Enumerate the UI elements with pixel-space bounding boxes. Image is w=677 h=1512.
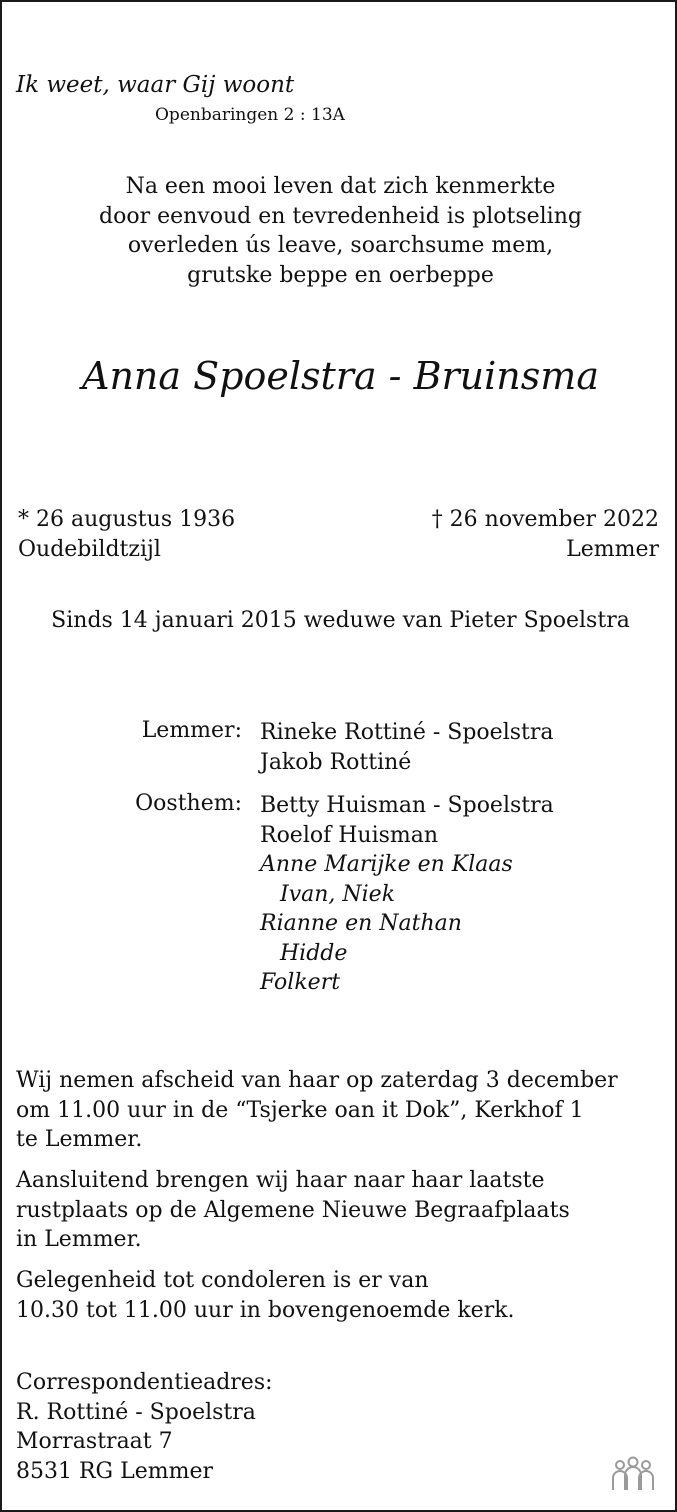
family-member: Roelof Huisman <box>260 822 439 848</box>
deceased-name: Anna Spoelstra - Bruinsma <box>82 354 599 398</box>
paragraph-line: Wij nemen afscheid van haar op zaterdag 3 december <box>16 1068 618 1093</box>
paragraph-line: rustplaats op de Algemene Nieuwe Begraafplaats <box>16 1197 570 1223</box>
family-member: Jakob Rottiné <box>260 749 412 775</box>
grandchild: Folkert <box>260 970 341 995</box>
paragraph-line: Gelegenheid tot condoleren is er van <box>16 1268 429 1293</box>
burial-paragraph <box>16 1166 570 1255</box>
condolence-paragraph <box>16 1266 515 1325</box>
grandchild: Anne Marijke en Klaas <box>260 852 513 877</box>
paragraph-line: in Lemmer. <box>16 1227 142 1252</box>
paragraph-line: 10.30 tot 11.00 uur in bovengenoemde kerk. <box>16 1297 515 1323</box>
correspondence-street: Morrastraat 7 <box>16 1429 173 1454</box>
people-group-icon <box>609 1456 657 1492</box>
paragraph-line: Aansluitend brengen wij haar naar haar laatste <box>16 1168 545 1193</box>
birth-place: Oudebildtzijl <box>18 536 161 562</box>
farewell-paragraph <box>16 1066 618 1155</box>
family-place-lemmer: Lemmer: <box>141 718 242 743</box>
family-members-oosthem <box>260 791 554 998</box>
intro-line: door eenvoud en tevredenheid is plotseling <box>99 203 582 229</box>
death-info <box>432 505 659 564</box>
birth-date: * 26 augustus 1936 <box>18 507 236 532</box>
intro-line: Na een mooi leven dat zich kenmerkte <box>125 174 556 199</box>
great-grandchild: Hidde <box>280 940 348 966</box>
intro-text <box>2 172 677 290</box>
family-members-lemmer <box>260 718 554 777</box>
motto: Ik weet, waar Gij woont <box>16 72 295 98</box>
intro-line: overleden ús leave, soarchsume mem, <box>127 233 554 258</box>
death-place: Lemmer <box>566 536 659 562</box>
paragraph-line: te Lemmer. <box>16 1127 143 1152</box>
death-date: † 26 november 2022 <box>431 507 659 532</box>
correspondence-address <box>16 1368 273 1486</box>
family-place-oosthem: Oosthem: <box>135 791 242 816</box>
intro-line: grutske beppe en oerbeppe <box>187 262 494 288</box>
widow-line: Sinds 14 januari 2015 weduwe van Pieter Spoelstra <box>51 608 630 633</box>
correspondence-label: Correspondentieadres: <box>16 1370 273 1395</box>
family-member: Betty Huisman - Spoelstra <box>260 793 554 818</box>
correspondence-name: R. Rottiné - Spoelstra <box>16 1399 256 1425</box>
paragraph-line: om 11.00 uur in de “Tsjerke oan it Dok”, Kerkhof 1 <box>16 1097 584 1123</box>
family-member: Rineke Rottiné - Spoelstra <box>260 720 554 745</box>
correspondence-city: 8531 RG Lemmer <box>16 1458 214 1484</box>
birth-info <box>18 505 235 564</box>
grandchild: Rianne en Nathan <box>260 911 462 936</box>
great-grandchild: Ivan, Niek <box>280 881 396 907</box>
scripture-reference: Openbaringen 2 : 13A <box>155 105 345 125</box>
